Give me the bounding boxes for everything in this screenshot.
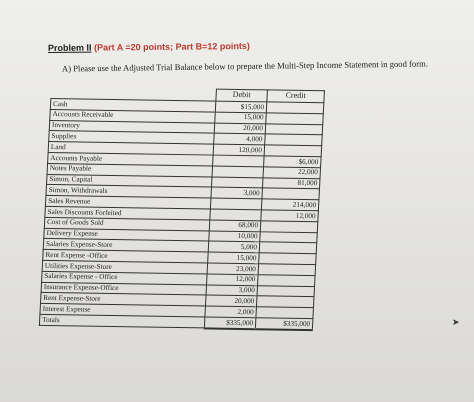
- account-cell: Totals: [39, 314, 205, 328]
- account-cell: Sales Revenue: [45, 196, 211, 209]
- account-cell: Salaries Expense-Store: [43, 239, 209, 252]
- account-cell: Utilities Expense-Store: [42, 260, 208, 273]
- account-cell: Sales Discounts Forfeited: [45, 206, 211, 219]
- account-cell: Insurance Expense-Office: [41, 282, 207, 295]
- account-cell: Interest Expense: [40, 304, 206, 317]
- debit-cell: 20,000: [214, 123, 266, 135]
- debit-cell: 3,000: [206, 285, 258, 297]
- debit-cell: 120,000: [213, 144, 265, 156]
- debit-cell: 15,000: [208, 252, 260, 264]
- debit-cell: [213, 155, 265, 167]
- debit-cell: 23,000: [207, 263, 259, 275]
- account-cell: Cash: [50, 98, 216, 111]
- account-cell: Accounts Payable: [48, 152, 214, 165]
- credit-cell: $335,000: [255, 318, 313, 330]
- account-cell: Land: [48, 142, 214, 155]
- credit-cell: [260, 221, 318, 233]
- account-cell: Rent Expense-Store: [40, 293, 206, 306]
- table-body: [39, 98, 323, 329]
- header-credit: Credit: [267, 90, 325, 103]
- credit-cell: 12,000: [261, 210, 319, 222]
- debit-cell: [210, 198, 262, 210]
- debit-cell: 12,000: [207, 274, 259, 286]
- debit-cell: [211, 177, 263, 189]
- account-cell: Notes Payable: [47, 163, 213, 176]
- account-cell: Simon, Withdrawals: [46, 185, 212, 198]
- debit-cell: $15,000: [215, 101, 267, 113]
- account-cell: Simon, Capital: [46, 174, 212, 187]
- credit-cell: [265, 123, 323, 135]
- credit-cell: [258, 264, 316, 276]
- credit-cell: [264, 145, 322, 157]
- account-cell: Supplies: [49, 131, 215, 144]
- credit-cell: $6,000: [264, 156, 322, 168]
- debit-cell: [212, 166, 264, 178]
- problem-heading: [48, 41, 250, 53]
- header-debit: Debit: [216, 89, 268, 102]
- debit-cell: 4,000: [214, 133, 266, 145]
- credit-cell: 214,000: [261, 199, 319, 211]
- account-cell: Salaries Expense - Office: [42, 271, 208, 284]
- debit-cell: 15,000: [215, 112, 267, 124]
- account-cell: Rent Expense -Office: [43, 250, 209, 263]
- account-cell: Inventory: [49, 120, 215, 133]
- debit-cell: 68,000: [209, 220, 261, 232]
- credit-cell: 22,000: [263, 167, 321, 179]
- debit-cell: 10,000: [209, 231, 261, 243]
- credit-cell: 81,000: [262, 177, 320, 189]
- problem-points: (Part A =20 points; Part B=12 points): [93, 40, 250, 53]
- problem-title: Problem II: [47, 42, 92, 54]
- debit-cell: $335,000: [204, 317, 256, 329]
- credit-cell: [259, 242, 317, 254]
- instruction-text: A) Please use the Adjusted Trial Balance below to prepare the Multi-Step Income Statement in good form.: [61, 58, 428, 74]
- trial-balance: [39, 86, 325, 331]
- credit-cell: [257, 285, 315, 297]
- mouse-cursor-icon: ➤: [452, 318, 460, 328]
- credit-cell: [266, 102, 324, 114]
- debit-cell: 20,000: [205, 295, 257, 307]
- debit-cell: 5,000: [208, 241, 260, 253]
- debit-cell: [210, 209, 262, 221]
- account-cell: Cost of Goods Sold: [44, 217, 210, 230]
- debit-cell: 3,000: [211, 187, 263, 199]
- account-cell: Accounts Receivable: [50, 109, 216, 122]
- trial-balance-table: [39, 86, 325, 331]
- credit-cell: [256, 307, 314, 319]
- account-cell: Delivery Expense: [44, 228, 210, 241]
- debit-cell: 2,000: [205, 306, 257, 318]
